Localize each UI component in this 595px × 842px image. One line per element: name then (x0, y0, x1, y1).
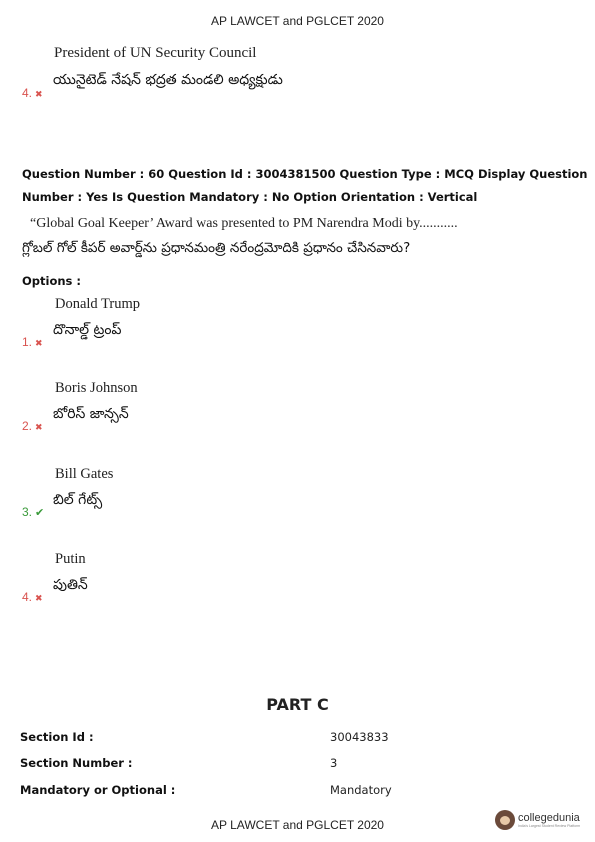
option-english: Donald Trump (55, 296, 141, 312)
section-id-value: 30043833 (330, 730, 389, 744)
option-marker (22, 417, 43, 435)
option-english: Boris Johnson (55, 380, 138, 396)
section-number-label: Section Number : (20, 756, 133, 770)
prev-option-telugu: యునైటెడ్ నేషన్ భద్రత మండలి అధ్యక్షుడు (53, 72, 283, 88)
option-marker (22, 503, 44, 521)
section-id-label: Section Id : (20, 730, 94, 744)
prev-option-marker (22, 84, 43, 102)
cross-icon: ✖ (35, 89, 43, 99)
option-number: 3. (22, 505, 33, 519)
option-marker (22, 333, 43, 351)
prev-option-english: President of UN Security Council (54, 45, 257, 61)
option-number: 1. (22, 335, 33, 349)
option-number: 4. (22, 590, 33, 604)
check-icon: ✔ (35, 507, 45, 519)
question-english: “Global Goal Keeper’ Award was presented to PM Narendra Modi by........... (30, 216, 458, 231)
prev-option-number: 4. (22, 86, 33, 100)
collegedunia-logo (495, 807, 590, 833)
cross-icon: ✖ (35, 593, 43, 603)
option-telugu: బోరిస్ జాన్సన్ (53, 406, 129, 422)
cross-icon: ✖ (35, 338, 43, 348)
option-telugu: దొనాల్డ్ ట్రంప్ (53, 322, 122, 338)
logo-mascot-icon (495, 810, 515, 830)
section-number-value: 3 (330, 756, 338, 770)
question-telugu: గ్లోబల్ గోల్ కీపర్ అవార్డ్‌ను ప్రధానమంత్రి నరేంద్రమోదికి ప్రధానం చేసినవారు? (22, 240, 411, 256)
cross-icon: ✖ (35, 422, 43, 432)
page-header: AP LAWCET and PGLCET 2020 (211, 14, 384, 28)
page-footer: AP LAWCET and PGLCET 2020 (211, 818, 384, 832)
question-meta-line2: Number : Yes Is Question Mandatory : No Option Orientation : Vertical (22, 190, 478, 204)
option-number: 2. (22, 419, 33, 433)
question-meta-line1: Question Number : 60 Question Id : 3004381500 Question Type : MCQ Display Question (22, 167, 588, 181)
option-telugu: పుతిన్ (53, 577, 88, 593)
logo-name: collegedunia (518, 812, 580, 824)
mandatory-value: Mandatory (330, 783, 392, 797)
option-english: Bill Gates (55, 466, 114, 482)
logo-tagline: India's Largest Student Review Platform (518, 824, 581, 828)
option-telugu: బిల్ గేట్స్ (53, 492, 103, 508)
part-title: PART C (266, 695, 329, 714)
option-marker (22, 588, 43, 606)
mandatory-label: Mandatory or Optional : (20, 783, 176, 797)
option-english: Putin (55, 551, 86, 567)
options-label: Options : (22, 274, 81, 288)
